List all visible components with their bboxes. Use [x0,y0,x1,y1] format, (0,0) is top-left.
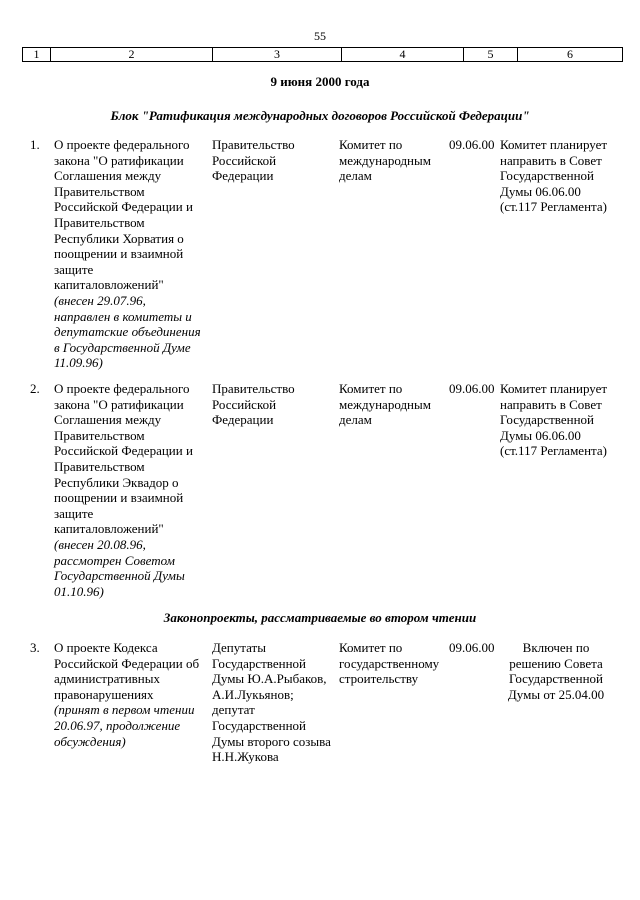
item-date: 09.06.00 [449,137,495,152]
section-heading-second-reading: Законопроекты, рассматриваемые во втором чтении [163,610,477,625]
item-title: О проекте федерального закона "О ратификации Соглашения между Правительством Российской Федерации и Правительством Республики Эквадор о поощрении и взаимной защите капиталовложений" [54,381,193,537]
item-comment: Включен по решению Совета Государственной Думы от 25.04.00 [507,640,605,702]
item-note: (внесен 20.08.96, рассмотрен Советом Государственной Думы 01.10.96) [54,536,185,599]
item-author: Правительство Российской Федерации [212,137,295,184]
item-committee: Комитет по международным делам [339,381,431,428]
column-number-2: 2 [51,48,213,61]
item-note: (принят в первом чтении 20.06.97, продолжение обсуждения) [54,702,195,749]
item-title: О проекте Кодекса Российской Федерации об административных правонарушениях [54,640,200,702]
column-number-1: 1 [23,48,51,61]
item-committee: Комитет по международным делам [339,137,431,184]
item-title: О проекте федерального закона "О ратификации Соглашения между Правительством Российской Федерации и Правительством Республики Хорватия о поощрении и взаимной защите капиталовложений" [54,137,193,293]
item-number: 2. [30,381,40,396]
column-number-4: 4 [342,48,464,61]
item-number: 1. [30,137,40,152]
column-number-5: 5 [464,48,518,61]
item-title-cell [54,640,204,749]
item-date: 09.06.00 [449,640,495,655]
item-comment: Комитет планирует направить в Совет Государственной Думы 06.06.00 (ст.117 Регламента) [500,137,608,215]
item-author: Депутаты Государственной Думы Ю.А.Рыбаков, А.И.Лукьянов; депутат Государственной Думы второго созыва Н.Н.Жукова [212,640,331,765]
column-number-3: 3 [213,48,342,61]
item-title-cell [54,137,204,371]
item-number: 3. [30,640,40,655]
column-number-6: 6 [567,47,573,61]
column-number-header [22,47,623,62]
item-author: Правительство Российской Федерации [212,381,295,428]
item-committee: Комитет по государственному строительству [339,640,440,687]
item-comment: Комитет планирует направить в Совет Государственной Думы 06.06.00 (ст.117 Регламента) [500,381,608,459]
page-number: 55 [314,29,326,43]
date-heading: 9 июня 2000 года [270,74,370,89]
item-title-cell [54,381,204,599]
section-heading-ratification: Блок "Ратификация международных договоров Российской Федерации" [110,108,530,123]
item-date: 09.06.00 [449,381,495,396]
item-note: (внесен 29.07.96, направлен в комитеты и депутатские объединения в Государственной Думе 11.09.96) [54,292,201,371]
